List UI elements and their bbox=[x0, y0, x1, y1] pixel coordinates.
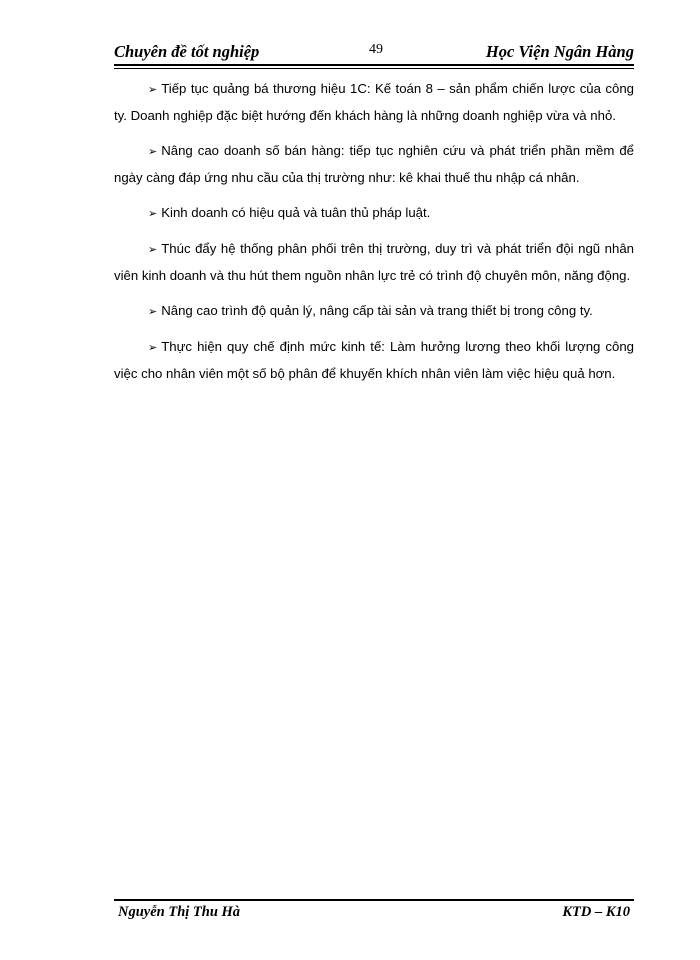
arrow-bullet-icon: ➢ bbox=[148, 306, 158, 318]
bullet-text: Thực hiện quy chế định mức kinh tế: Làm hưởng lương theo khối lượng công việc cho nhân viên một số bộ phân để khuyến khích nhân viên làm việc hiệu quả hơn. bbox=[114, 339, 634, 381]
header-divider bbox=[114, 64, 634, 66]
page-footer bbox=[114, 902, 634, 924]
footer-class-code: KTD – K10 bbox=[562, 904, 630, 920]
bullet-paragraph bbox=[114, 200, 634, 227]
bullet-text: Kinh doanh có hiệu quả và tuân thủ pháp luật. bbox=[161, 205, 431, 220]
bullet-paragraph bbox=[114, 334, 634, 387]
bullet-paragraph bbox=[114, 236, 634, 289]
bullet-paragraph bbox=[114, 76, 634, 129]
bullet-text: Nâng cao doanh số bán hàng: tiếp tục nghiên cứu và phát triển phần mềm để ngày càng đáp ứng nhu cầu của thị trường như: kê khai thuế thu nhập cá nhân. bbox=[114, 143, 634, 185]
arrow-bullet-icon: ➢ bbox=[148, 146, 158, 158]
page-body bbox=[114, 76, 634, 396]
page-header bbox=[114, 38, 634, 64]
arrow-bullet-icon: ➢ bbox=[148, 84, 158, 96]
arrow-bullet-icon: ➢ bbox=[148, 244, 158, 256]
footer-author: Nguyễn Thị Thu Hà bbox=[118, 904, 241, 920]
bullet-paragraph bbox=[114, 138, 634, 191]
page-number: 49 bbox=[369, 42, 383, 57]
header-document-title: Chuyên đề tốt nghiệp bbox=[114, 42, 260, 61]
bullet-text: Thúc đẩy hệ thống phân phối trên thị trường, duy trì và phát triển đội ngũ nhân viên kinh doanh và thu hút them nguồn nhân lực trẻ có trình độ chuyên môn, năng động. bbox=[114, 241, 634, 283]
header-institution: Học Viện Ngân Hàng bbox=[485, 42, 634, 61]
arrow-bullet-icon: ➢ bbox=[148, 208, 158, 220]
header-divider-thin bbox=[114, 68, 634, 69]
bullet-text: Nâng cao trình độ quản lý, nâng cấp tài sản và trang thiết bị trong công ty. bbox=[161, 303, 593, 318]
footer-divider bbox=[114, 899, 634, 901]
bullet-text: Tiếp tục quảng bá thương hiệu 1C: Kế toán 8 – sản phẩm chiến lược của công ty. Doanh nghiệp đặc biệt hướng đến khách hàng là những doanh nghiệp vừa và nhỏ. bbox=[114, 81, 634, 123]
bullet-paragraph bbox=[114, 298, 634, 325]
arrow-bullet-icon: ➢ bbox=[148, 342, 158, 354]
